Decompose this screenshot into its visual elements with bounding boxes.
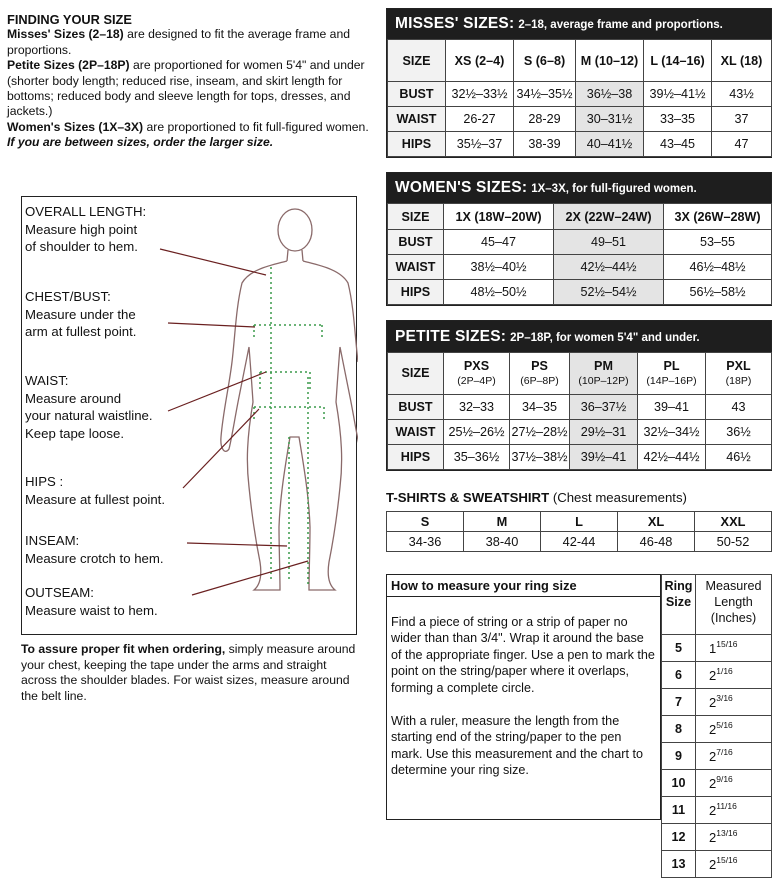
- waist-label: WAIST: Measure around your natural waistline. Keep tape loose.: [25, 373, 153, 441]
- misses-table: [387, 39, 772, 157]
- petite-sizes-box: [386, 320, 772, 471]
- table-row: 34-36 38-40 42-44 46-48 50-52: [387, 532, 772, 552]
- measurement-figure-box: [21, 196, 357, 635]
- misses-description: Misses' Sizes (2–18) are designed to fit the average frame and proportions.: [7, 27, 351, 57]
- table-row: S M L XL XXL: [387, 512, 772, 532]
- petite-title: PETITE SIZES:: [395, 328, 507, 345]
- table-row: Ring Size Measured Length (Inches): [662, 575, 772, 635]
- intro-block: [7, 12, 382, 151]
- chest-bust-label: CHEST/BUST: Measure under the arm at fullest point.: [25, 289, 137, 339]
- petite-table: [387, 352, 772, 470]
- misses-title-bar: [387, 9, 771, 39]
- petite-term: Petite Sizes (2P–18P): [7, 58, 130, 73]
- table-row: 6 $2^{1/16}$: [662, 662, 772, 689]
- table-row: WAIST 26-27 28-29 30–31½ 33–35 37: [388, 107, 772, 132]
- ring-paragraph-2: With a ruler, measure the length from the starting end of the string/paper to the pen mark. Use this measurement and the chart to determine your ring size.: [391, 714, 643, 778]
- table-row: 11 $2^{11/16}$: [662, 797, 772, 824]
- table-row: 13 $2^{15/16}$: [662, 851, 772, 878]
- inseam-label: INSEAM: Measure crotch to hem.: [25, 533, 164, 566]
- ring-size-table: [661, 574, 772, 878]
- table-row: 5 $1^{15/16}$: [662, 635, 772, 662]
- table-row: 10 $2^{9/16}$: [662, 770, 772, 797]
- table-row: BUST 45–47 49–51 53–55: [388, 230, 772, 255]
- women-description: Women's Sizes (1X–3X) are proportioned to fit full-figured women.: [7, 119, 369, 134]
- women-title-bar: [387, 173, 771, 203]
- table-row: HIPS 35½–37 38-39 40–41½ 43–45 47: [388, 132, 772, 157]
- petite-title-bar: [387, 321, 771, 352]
- table-row: WAIST 38½–40½ 42½–44½ 46½–48½: [388, 255, 772, 280]
- petite-subtitle: 2P–18P, for women 5'4" and under.: [510, 332, 700, 344]
- table-row: 9 $2^{7/16}$: [662, 743, 772, 770]
- women-subtitle: 1X–3X, for full-figured women.: [531, 183, 697, 195]
- women-term: Women's Sizes (1X–3X): [7, 119, 144, 134]
- petite-description: Petite Sizes (2P–18P) are proportioned for women 5'4" and under (shorter body length; reduced rise, inseam, and skirt length for bottoms; reduced body and sleeve length for tops, dresses, and jackets.): [7, 58, 365, 119]
- table-row: HIPS 35–36½ 37½–38½ 39½–41 42½–44½ 46½: [388, 445, 772, 470]
- fit-note-bold: To assure proper fit when ordering,: [21, 642, 226, 656]
- overall-length-label: OVERALL LENGTH: Measure high point of shoulder to hem.: [25, 204, 147, 254]
- misses-subtitle: 2–18, average frame and proportions.: [518, 19, 723, 31]
- ring-instructions-box: [386, 574, 661, 820]
- table-row: SIZE XS (2–4) S (6–8) M (10–12) L (14–16) XL (18): [388, 40, 772, 82]
- women-title: WOMEN'S SIZES:: [395, 179, 528, 196]
- between-sizes-tip: If you are between sizes, order the larger size.: [7, 135, 274, 150]
- ring-paragraph-1: Find a piece of string or a strip of paper no wider than than 3/4". Wrap it around the base of the appropriate finger. Use a pen to mark the point on the string/paper where it overlaps, forming a complete circle.: [391, 615, 655, 695]
- table-row: BUST 32½–33½ 34½–35½ 36½–38 39½–41½ 43½: [388, 82, 772, 107]
- women-table: [387, 203, 772, 305]
- table-row: WAIST 25½–26½ 27½–28½ 29½–31 32½–34½ 36½: [388, 420, 772, 445]
- table-row: HIPS 48½–50½ 52½–54½ 56½–58½: [388, 280, 772, 305]
- tshirt-table: [386, 511, 772, 552]
- table-row: SIZE 1X (18W–20W) 2X (22W–24W) 3X (26W–28W): [388, 204, 772, 230]
- hips-label: HIPS : Measure at fullest point.: [25, 474, 166, 507]
- table-row: SIZE PXS (2P–4P) PS (6P–8P) PM (10P–12P) PL (14P–16P) PXL (18P): [388, 353, 772, 395]
- misses-term: Misses' Sizes (2–18): [7, 27, 124, 42]
- ring-heading: How to measure your ring size: [387, 575, 660, 597]
- table-row: 12 $2^{13/16}$: [662, 824, 772, 851]
- table-row: BUST 32–33 34–35 36–37½ 39–41 43: [388, 395, 772, 420]
- misses-sizes-box: [386, 8, 772, 158]
- table-row: 7 $2^{3/16}$: [662, 689, 772, 716]
- outseam-label: OUTSEAM: Measure waist to hem.: [25, 585, 158, 618]
- tshirt-subtitle: (Chest measurements): [552, 490, 687, 505]
- women-sizes-box: [386, 172, 772, 306]
- finding-size-heading: FINDING YOUR SIZE: [7, 12, 132, 27]
- fit-note: To assure proper fit when ordering, simply measure around your chest, keeping the tape under the arms and straight across the shoulder blades. For waist sizes, measure around the belt line.: [21, 642, 356, 703]
- table-row: 8 $2^{5/16}$: [662, 716, 772, 743]
- misses-title: MISSES' SIZES:: [395, 15, 515, 32]
- tshirt-title: T-SHIRTS & SWEATSHIRT (Chest measurements): [386, 490, 687, 505]
